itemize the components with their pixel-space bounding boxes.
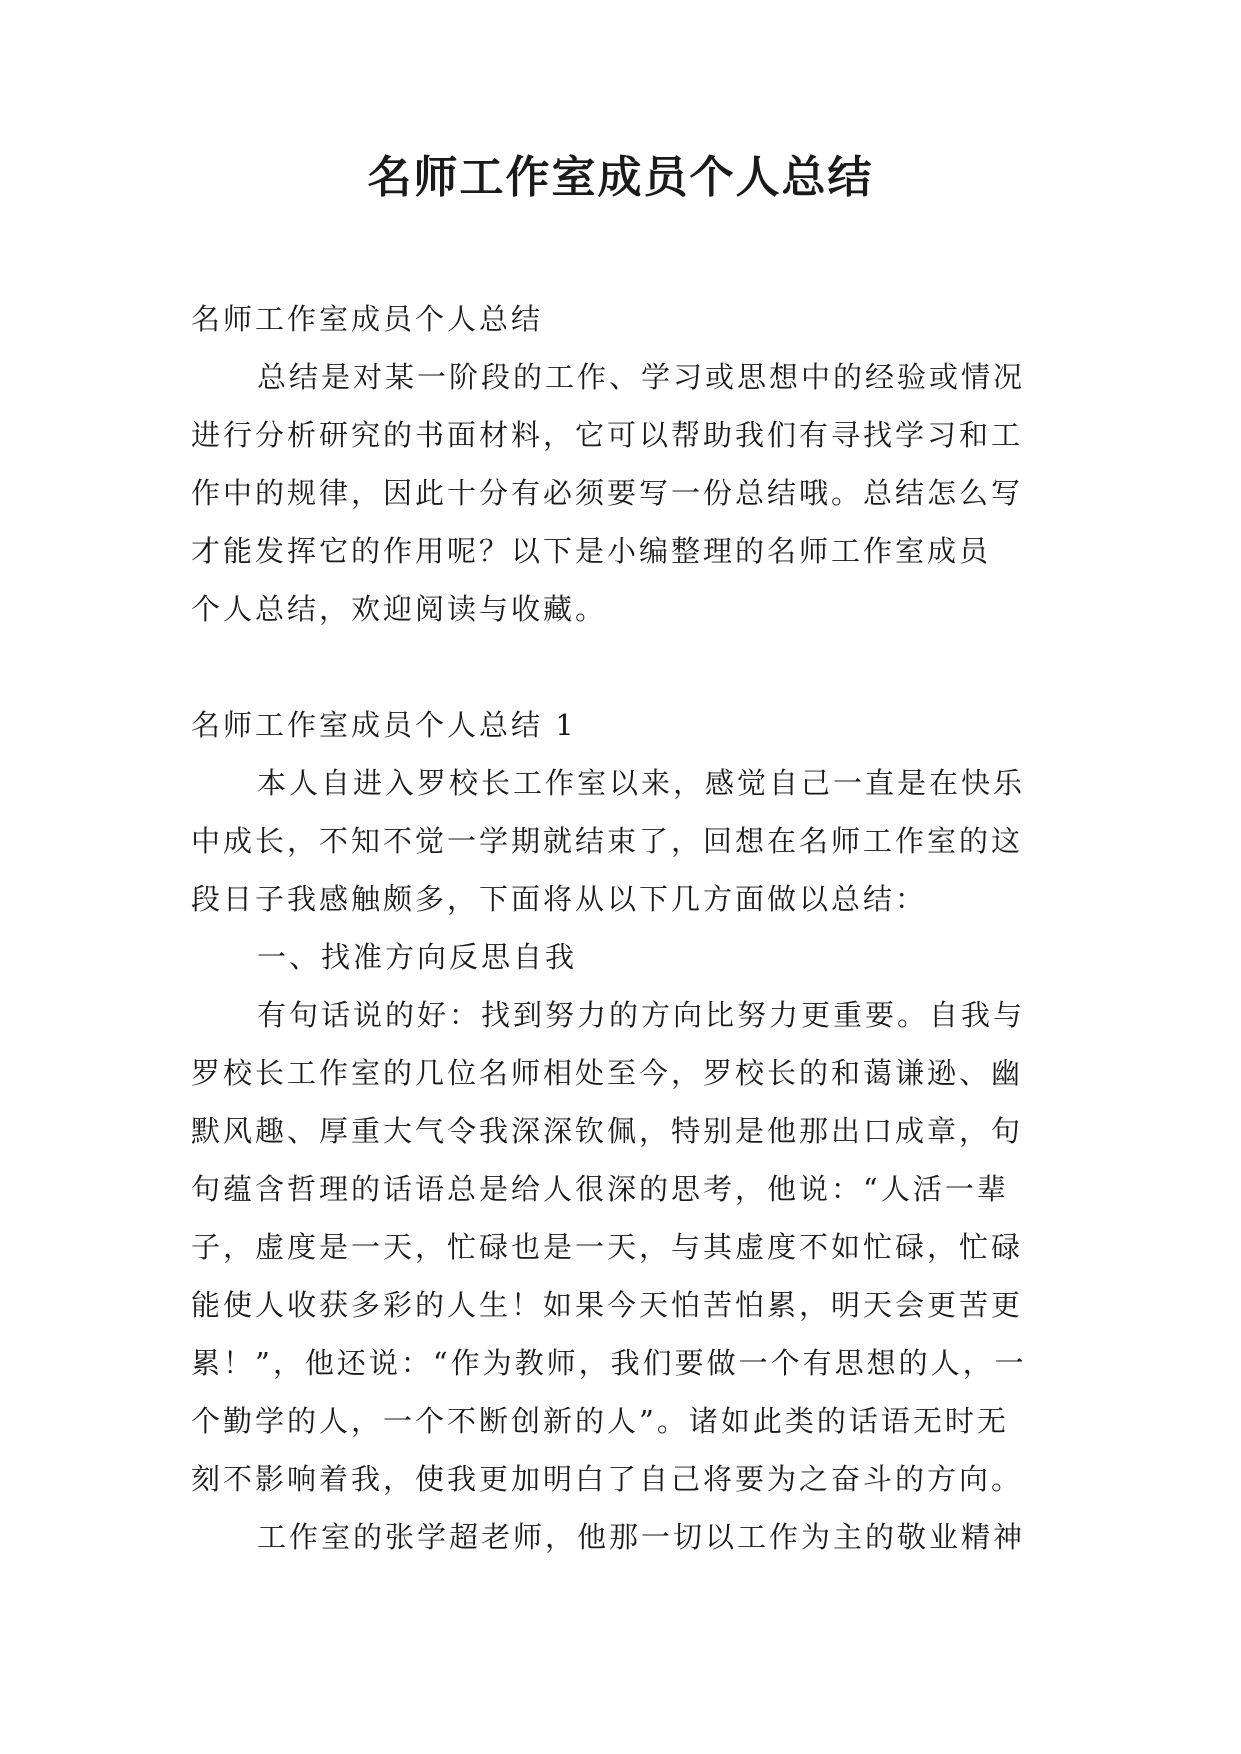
intro-line: 总结是对某一阶段的工作、学习或思想中的经验或情况 bbox=[257, 360, 1026, 394]
intro-paragraph bbox=[191, 348, 1061, 638]
document-body bbox=[191, 290, 1061, 1566]
paragraph-line: 工作室的张学超老师，他那一切以工作为主的敬业精神 bbox=[257, 1520, 1026, 1554]
paragraph-line: 刻不影响着我，使我更加明白了自己将要为之奋斗的方向。 bbox=[191, 1462, 1024, 1496]
subtitle: 名师工作室成员个人总结 bbox=[191, 302, 544, 336]
paragraph-line: 子，虚度是一天，忙碌也是一天，与其虚度不如忙碌，忙碌 bbox=[191, 1230, 1024, 1264]
paragraph-line: 句蕴含哲理的话语总是给人很深的思考，他说：“人活一辈 bbox=[191, 1172, 1009, 1206]
intro-line: 才能发挥它的作用呢？以下是小编整理的名师工作室成员 bbox=[191, 534, 992, 568]
intro-line: 个人总结，欢迎阅读与收藏。 bbox=[191, 592, 608, 626]
paragraph-line: 有句话说的好：找到努力的方向比努力更重要。自我与 bbox=[257, 998, 1026, 1032]
paragraph-line: 个勤学的人，一个不断创新的人”。诸如此类的话语无时无 bbox=[191, 1404, 1009, 1438]
intro-line: 进行分析研究的书面材料，它可以帮助我们有寻找学习和工 bbox=[191, 418, 1024, 452]
paragraph-line: 罗校长工作室的几位名师相处至今，罗校长的和蔼谦逊、幽 bbox=[191, 1056, 1024, 1090]
paragraph-line: 累！”，他还说：“作为教师，我们要做一个有思想的人，一 bbox=[191, 1346, 1027, 1380]
section-paragraph-3 bbox=[191, 1508, 1061, 1566]
paragraph-line: 本人自进入罗校长工作室以来，感觉自己一直是在快乐 bbox=[257, 766, 1026, 800]
paragraph-line: 默风趣、厚重大气令我深深钦佩，特别是他那出口成章，句 bbox=[191, 1114, 1024, 1148]
paragraph-line: 中成长，不知不觉一学期就结束了，回想在名师工作室的这 bbox=[191, 824, 1024, 858]
section-paragraph-2 bbox=[191, 986, 1061, 1508]
paragraph-line: 能使人收获多彩的人生！如果今天怕苦怕累，明天会更苦更 bbox=[191, 1288, 1024, 1322]
paragraph-line: 段日子我感触颇多，下面将从以下几方面做以总结： bbox=[191, 882, 928, 916]
document-title: 名师工作室成员个人总结 bbox=[367, 152, 874, 203]
intro-line: 作中的规律，因此十分有必须要写一份总结哦。总结怎么写 bbox=[191, 476, 1024, 510]
section-heading: 名师工作室成员个人总结 1 bbox=[191, 708, 577, 742]
subheading: 一、找准方向反思自我 bbox=[257, 940, 578, 974]
section-paragraph-1 bbox=[191, 754, 1061, 928]
paragraph-spacer bbox=[191, 638, 1061, 696]
